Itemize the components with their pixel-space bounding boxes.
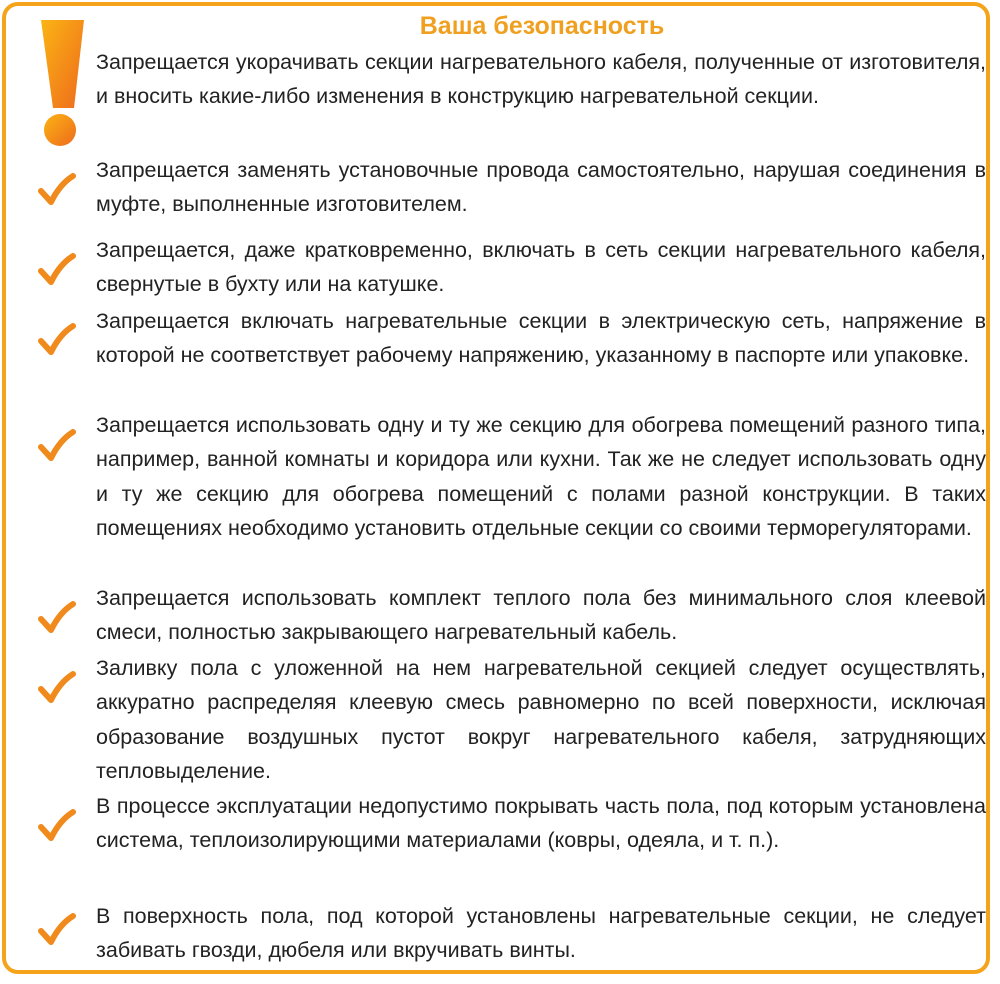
checkmark-icon xyxy=(38,670,78,704)
checkmark-icon xyxy=(38,912,78,946)
checkmark-icon xyxy=(38,322,78,356)
checkmark-icon xyxy=(38,600,78,634)
exclamation-icon xyxy=(38,18,88,148)
list-item: Запрещается использовать одну и ту же секцию для обогрева помещений разного типа, например, ванной комнаты и коридора или кухни. Так же не следует использовать одну и ту же секцию для обогрева помещений с полами разной конструкции. В таких помещениях необходимо установить отдельные секции со своими терморегуляторами. xyxy=(96,413,986,540)
list-item: В процессе эксплуатации недопустимо покрывать часть пола, под которым установлена система, теплоизолирующими материалами (ковры, одеяла, и т. п.). xyxy=(96,794,986,853)
checkmark-icon xyxy=(38,808,78,842)
list-item: В поверхность пола, под которой установлены нагревательные секции, не следует забивать гвозди, дюбеля или вкручивать винты. xyxy=(96,904,986,963)
list-item: Заливку пола с уложенной на нем нагревательной секцией следует осуществлять, аккуратно распределяя клеевую смесь равномерно по всей поверхности, исключая образование воздушных пустот вокруг нагревательного кабеля, затрудняющих тепловыделение. xyxy=(96,656,986,783)
list-item: Запрещается заменять установочные провода самостоятельно, нарушая соединения в муфте, выполненные изготовителем. xyxy=(96,158,986,217)
list-item: Запрещается включать нагревательные секции в электрическую сеть, напряжение в которой не соответствует рабочему напряжению, указанному в паспорте или упаковке. xyxy=(96,309,986,368)
page-title: Ваша безопасность xyxy=(419,12,665,40)
list-item: Запрещается использовать комплект теплого пола без минимального слоя клеевой смеси, полностью закрывающего нагревательный кабель. xyxy=(96,586,986,645)
list-item: Запрещается укорачивать секции нагревательного кабеля, полученные от изготовителя, и вносить какие-либо изменения в конструкцию нагревательной секции. xyxy=(96,50,986,109)
list-item: Запрещается, даже кратковременно, включать в сеть секции нагревательного кабеля, свернутые в бухту или на катушке. xyxy=(96,238,986,297)
checkmark-icon xyxy=(38,172,78,206)
checkmark-icon xyxy=(38,252,78,286)
checkmark-icon xyxy=(38,428,78,462)
